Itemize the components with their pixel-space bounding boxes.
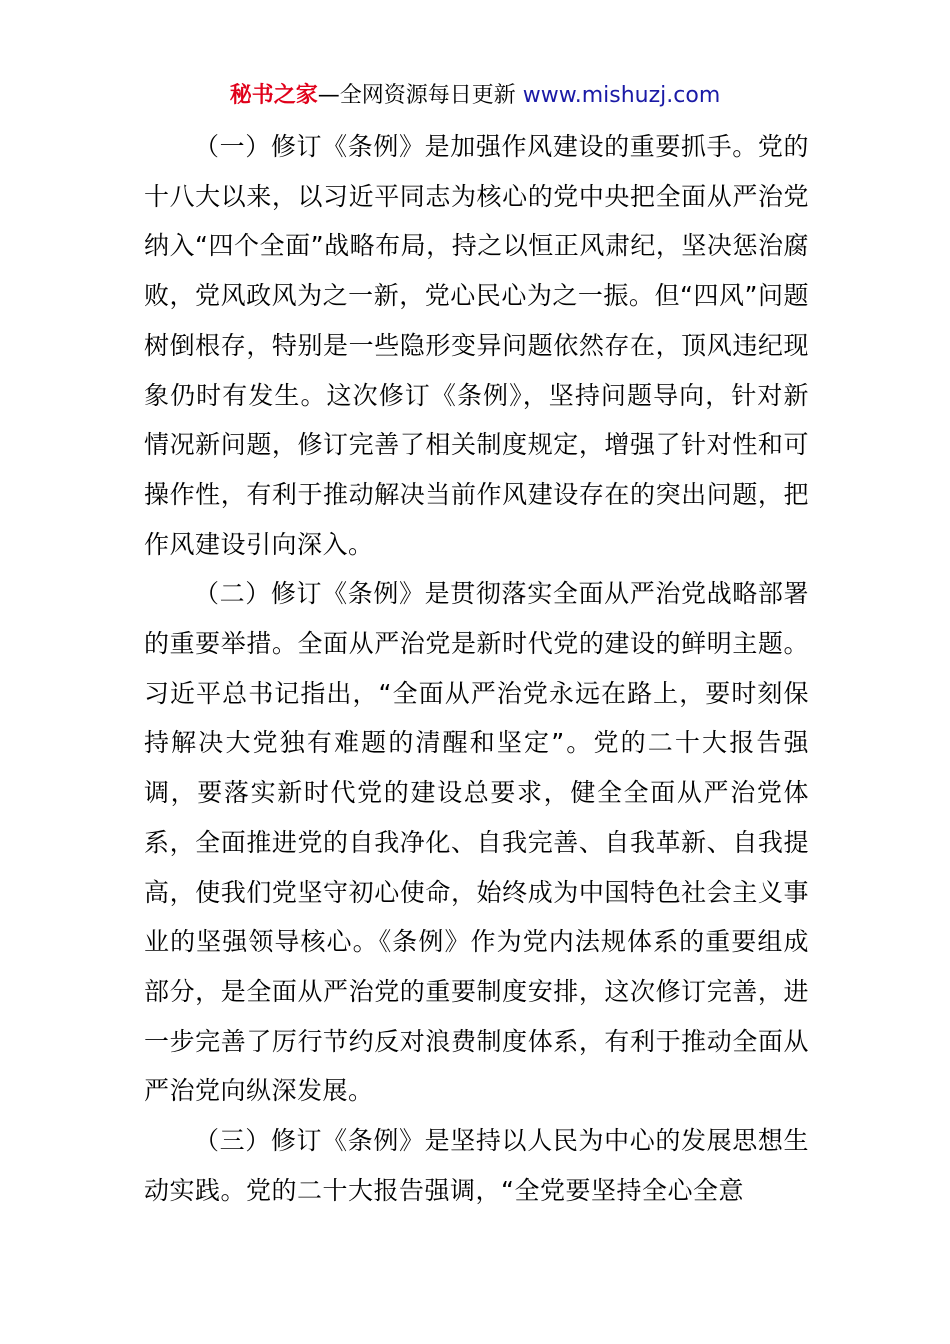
- paragraph-1: （一）修订《条例》是加强作风建设的重要抓手。党的十八大以来，以习近平同志为核心的党中央把全面从严治党纳入“四个全面”战略布局，持之以恒正风肃纪，坚决惩治腐败，党风政风为之一新，党心民心为之一振。但“四风”问题树倒根存，特别是一些隐形变异问题依然存在，顶风违纪现象仍时有发生。这次修订《条例》，坚持问题导向，针对新情况新问题，修订完善了相关制度规定，增强了针对性和可操作性，有利于推动解决当前作风建设存在的突出问题，把作风建设引向深入。: [144, 132, 809, 559]
- brand-name: 秘书之家: [229, 83, 318, 108]
- paragraph-2: （二）修订《条例》是贯彻落实全面从严治党战略部署的重要举措。全面从严治党是新时代党的建设的鲜明主题。习近平总书记指出，“全面从严治党永远在路上，要时刻保持解决大党独有难题的清醒和坚定”。党的二十大报告强调，要落实新时代党的建设总要求，健全全面从严治党体系，全面推进党的自我净化、自我完善、自我革新、自我提高，使我们党坚守初心使命，始终成为中国特色社会主义事业的坚强领导核心。《条例》作为党内法规体系的重要组成部分，是全面从严治党的重要制度安排，这次修订完善，进一步完善了厉行节约反对浪费制度体系，有利于推动全面从严治党向纵深发展。: [144, 579, 809, 1106]
- site-header: [0, 80, 950, 112]
- site-url-link[interactable]: www.mishuzj.com: [522, 83, 721, 108]
- document-body: [144, 122, 809, 1215]
- paragraph-3: （三）修订《条例》是坚持以人民为中心的发展思想生动实践。党的二十大报告强调，“全党要坚持全心全意: [144, 1126, 809, 1205]
- header-tagline: —全网资源每日更新: [317, 83, 516, 108]
